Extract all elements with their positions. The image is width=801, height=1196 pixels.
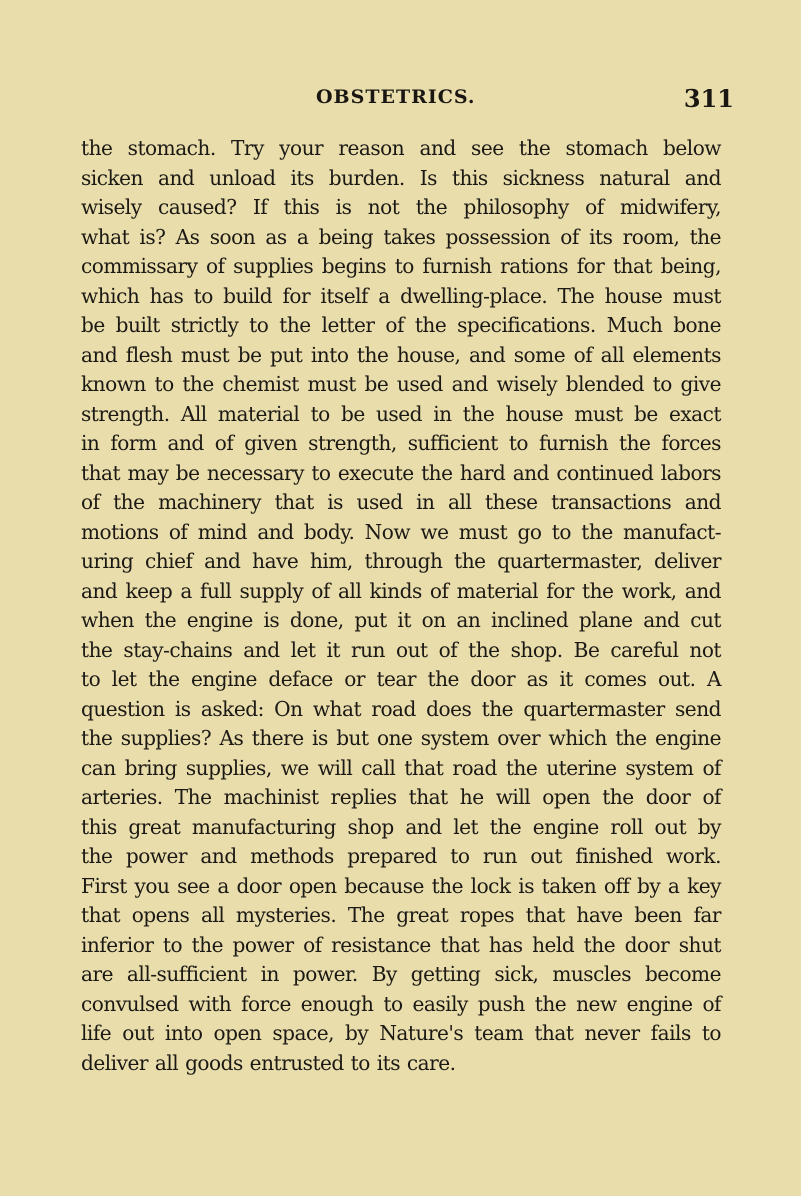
body-text (81, 134, 721, 1078)
text-line: the power and methods prepared to run out finished work. (81, 844, 721, 868)
text-line: are all-sufficient in power. By getting sick, muscles become (81, 962, 721, 986)
text-line: this great manufacturing shop and let the engine roll out by (81, 814, 721, 839)
text-line: and keep a full supply of all kinds of material for the work, and (81, 578, 721, 603)
text-line: the stomach. Try your reason and see the stomach below (81, 136, 721, 160)
text-line: which has to build for itself a dwelling-place. The house must (81, 283, 721, 308)
text-line: First you see a door open because the lock is taken off by a key (81, 873, 721, 898)
text-line: to let the engine deface or tear the door as it comes out. A (81, 667, 721, 691)
text-line: the stay-chains and let it run out of the shop. Be careful not (81, 637, 721, 662)
text-line: when the engine is done, put it on an inclined plane and cut (81, 608, 721, 632)
text-line: in form and of given strength, sufficient to furnish the forces (81, 431, 721, 455)
text-line: uring chief and have him, through the quartermaster, deliver (81, 549, 721, 573)
running-head (316, 86, 734, 116)
text-line: and flesh must be put into the house, and some of all elements (81, 342, 721, 367)
text-line: sicken and unload its burden. Is this sickness natural and (81, 165, 721, 190)
text-line: what is? As soon as a being takes possession of its room, the (81, 224, 721, 249)
text-line: arteries. The machinist replies that he will open the door of (81, 785, 721, 809)
text-line: of the machinery that is used in all these transactions and (81, 490, 721, 514)
text-line: life out into open space, by Nature's team that never fails to (81, 1021, 721, 1045)
text-line: wisely caused? If this is not the philosophy of midwifery, (81, 195, 721, 219)
text-line: known to the chemist must be used and wisely blended to give (81, 372, 721, 396)
text-line: can bring supplies, we will call that road the uterine system of (81, 755, 721, 780)
text-line: convulsed with force enough to easily push the new engine of (81, 991, 721, 1016)
text-line: deliver all goods entrusted to its care. (81, 1050, 456, 1075)
text-line: strength. All material to be used in the house must be exact (81, 401, 721, 426)
text-line: the supplies? As there is but one system over which the engine (81, 726, 721, 750)
text-line: that opens all mysteries. The great ropes that have been far (81, 903, 721, 927)
text-line: motions of mind and body. Now we must go to the manufact- (81, 519, 721, 544)
text-line: inferior to the power of resistance that has held the door shut (81, 932, 721, 957)
text-line: be built strictly to the letter of the specifications. Much bone (81, 313, 721, 337)
text-line: that may be necessary to execute the hard and continued labors (81, 460, 721, 485)
page-number: 311 (683, 84, 734, 113)
running-title: OBSTETRICS. (316, 86, 476, 108)
text-line: commissary of supplies begins to furnish rations for that being, (81, 254, 721, 278)
text-line: question is asked: On what road does the quartermaster send (81, 696, 721, 721)
